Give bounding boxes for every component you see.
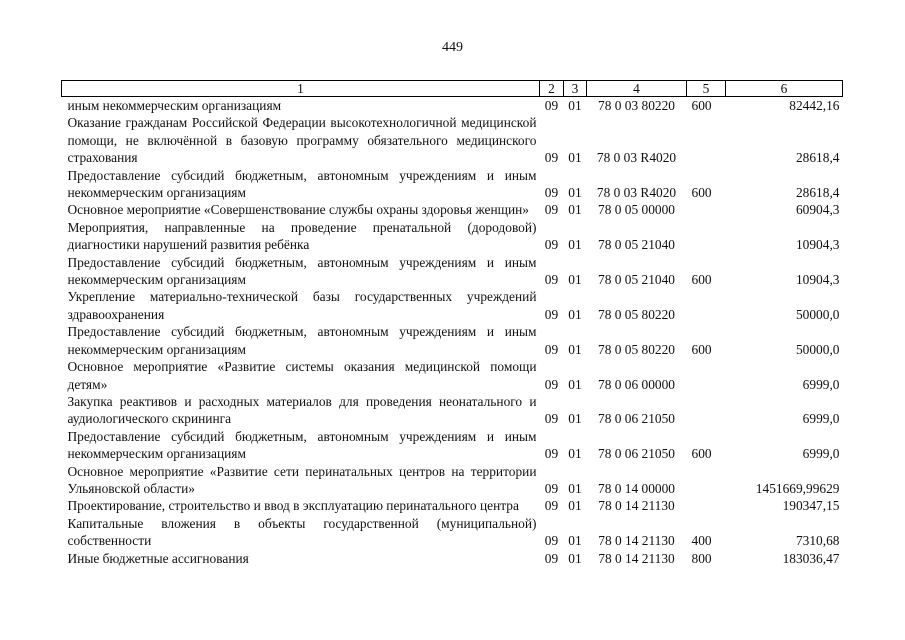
row-csr-code: 78 0 05 80220 (598, 306, 675, 322)
row-amount: 190347,15 (782, 498, 840, 514)
row-amount: 1451669,99629 (755, 480, 840, 496)
row-vr-code: 400 (691, 533, 712, 549)
row-subsection: 01 (568, 480, 582, 496)
table-row (62, 254, 843, 289)
row-subsection: 01 (568, 498, 582, 514)
row-name: Укрепление материально-технической базы государственных учреждений здравоохранения (67, 289, 537, 322)
row-vr-code (687, 463, 726, 498)
row-amount: 183036,47 (782, 550, 840, 566)
table-row (62, 497, 843, 514)
row-subsection: 01 (568, 533, 582, 549)
row-amount: 10904,3 (795, 272, 840, 288)
row-csr-code: 78 0 03 80220 (598, 98, 675, 113)
row-subsection: 01 (568, 341, 582, 357)
row-name: Оказание гражданам Российской Федерации высокотехнологичной медицинской помощи, не включённой в базовую программу обязательного медицинского страхования (67, 115, 537, 166)
row-vr-code (687, 114, 726, 166)
row-csr-code: 78 0 03 R4020 (596, 150, 677, 166)
row-name: Предоставление субсидий бюджетным, автономным учреждениям и иным некоммерческим организациям (67, 254, 537, 288)
row-csr-code: 78 0 06 00000 (598, 376, 675, 392)
row-name: Предоставление субсидий бюджетным, автономным учреждениям и иным некоммерческим организациям (67, 167, 537, 201)
row-section: 09 (544, 202, 559, 218)
page-number: 449 (442, 40, 463, 55)
table-row (62, 358, 843, 393)
row-vr-code (687, 219, 726, 254)
table-row (62, 463, 843, 498)
row-subsection: 01 (568, 272, 582, 288)
row-csr-code: 78 0 03 R4020 (596, 185, 677, 201)
row-section: 09 (544, 272, 559, 288)
header-col-1: 1 (62, 81, 540, 97)
row-name: иным некоммерческим организациям (67, 98, 282, 113)
row-amount: 28618,4 (795, 150, 840, 166)
table-row (62, 219, 843, 254)
row-name: Основное мероприятие «Совершенствование службы охраны здоровья женщин» (67, 202, 529, 218)
table-row (62, 167, 843, 202)
row-name: Предоставление субсидий бюджетным, автономным учреждениям и иным некоммерческим организациям (67, 428, 537, 462)
row-section: 09 (544, 498, 559, 514)
row-section: 09 (544, 446, 559, 462)
table-row (62, 550, 843, 567)
table-row (62, 515, 843, 550)
row-amount: 10904,3 (795, 237, 840, 253)
row-section: 09 (544, 237, 559, 253)
row-subsection: 01 (568, 185, 582, 201)
row-csr-code: 78 0 06 21050 (598, 411, 675, 427)
row-name: Иные бюджетные ассигнования (67, 550, 249, 566)
row-subsection: 01 (568, 550, 582, 566)
row-section: 09 (544, 550, 559, 566)
header-col-2: 2 (540, 81, 564, 97)
row-amount: 7310,68 (795, 533, 840, 549)
row-vr-code: 600 (691, 272, 712, 288)
table-row (62, 97, 843, 115)
row-subsection: 01 (568, 446, 582, 462)
header-col-4: 4 (587, 81, 687, 97)
table-row (62, 114, 843, 166)
row-section: 09 (544, 341, 559, 357)
row-section: 09 (544, 480, 559, 496)
row-vr-code: 600 (691, 98, 712, 113)
row-section: 09 (544, 533, 559, 549)
row-section: 09 (544, 185, 559, 201)
row-subsection: 01 (568, 376, 582, 392)
row-vr-code (687, 288, 726, 323)
row-name: Закупка реактивов и расходных материалов для проведения неонатального и аудиологического скрининга (67, 393, 537, 427)
row-vr-code: 600 (691, 185, 712, 201)
row-vr-code: 800 (691, 550, 712, 566)
row-name: Предоставление субсидий бюджетным, автономным учреждениям и иным некоммерческим организациям (67, 324, 537, 357)
row-vr-code: 600 (691, 341, 712, 357)
table-row (62, 428, 843, 463)
row-subsection: 01 (568, 150, 582, 166)
row-subsection: 01 (568, 237, 582, 253)
row-name: Мероприятия, направленные на проведение пренатальной (дородовой) диагностики нарушений развития ребёнка (67, 219, 537, 253)
row-amount: 82442,16 (789, 98, 840, 113)
row-csr-code: 78 0 14 21130 (598, 498, 675, 514)
row-section: 09 (544, 98, 559, 113)
row-name: Основное мероприятие «Развитие системы оказания медицинской помощи детям» (67, 359, 537, 392)
row-amount: 6999,0 (802, 411, 840, 427)
row-vr-code (687, 358, 726, 393)
row-vr-code (687, 201, 726, 218)
row-amount: 60904,3 (795, 202, 840, 218)
row-subsection: 01 (568, 98, 582, 113)
table-row (62, 201, 843, 218)
row-section: 09 (544, 306, 559, 322)
row-csr-code: 78 0 14 21130 (598, 533, 675, 549)
row-csr-code: 78 0 06 21050 (598, 446, 675, 462)
row-csr-code: 78 0 05 21040 (598, 272, 675, 288)
row-amount: 50000,0 (795, 341, 840, 357)
header-col-5: 5 (687, 81, 726, 97)
row-csr-code: 78 0 05 00000 (598, 202, 675, 218)
row-name: Капитальные вложения в объекты государственной (муниципальной) собственности (67, 515, 537, 549)
row-amount: 6999,0 (802, 446, 840, 462)
header-col-3: 3 (564, 81, 587, 97)
table-row (62, 393, 843, 428)
table-row (62, 323, 843, 358)
table-row (62, 288, 843, 323)
budget-table (61, 80, 843, 567)
row-name: Проектирование, строительство и ввод в эксплуатацию перинатального центра (67, 498, 519, 514)
row-amount: 28618,4 (795, 185, 840, 201)
row-vr-code: 600 (691, 446, 712, 462)
row-name: Основное мероприятие «Развитие сети перинатальных центров на территории Ульяновской области» (67, 463, 537, 496)
row-amount: 50000,0 (795, 306, 840, 322)
row-csr-code: 78 0 14 21130 (598, 550, 675, 566)
row-subsection: 01 (568, 411, 582, 427)
row-subsection: 01 (568, 306, 582, 322)
row-csr-code: 78 0 05 21040 (598, 237, 675, 253)
row-section: 09 (544, 150, 559, 166)
row-subsection: 01 (568, 202, 582, 218)
row-csr-code: 78 0 14 00000 (598, 480, 675, 496)
row-amount: 6999,0 (802, 376, 840, 392)
table-header-row (62, 81, 843, 97)
row-vr-code (687, 393, 726, 428)
row-csr-code: 78 0 05 80220 (598, 341, 675, 357)
table-body (62, 97, 843, 567)
row-section: 09 (544, 376, 559, 392)
header-col-6: 6 (726, 81, 843, 97)
row-vr-code (687, 497, 726, 514)
row-section: 09 (544, 411, 559, 427)
